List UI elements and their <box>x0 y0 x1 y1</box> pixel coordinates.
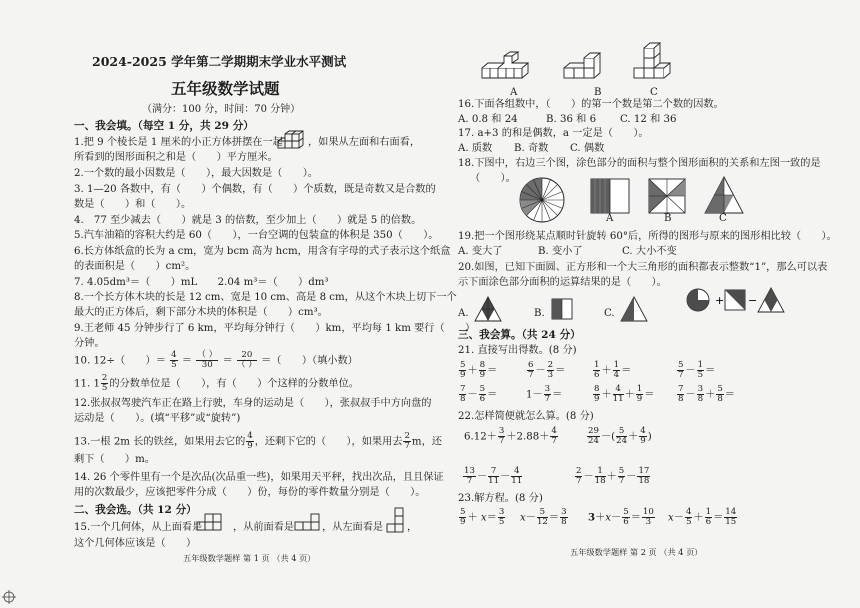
q15-text-left: ，从左面看是 <box>322 522 384 533</box>
q3-line2: 数是（ ）和（ ）。 <box>74 199 192 210</box>
q19-option-b: B. 变小了 <box>538 246 583 257</box>
q22-expr-3: $\frac{13}{7}$ － $\frac{7}{11}$ － $\frac{4}{11}$ <box>464 466 523 486</box>
q3-line1: 3. 1—20 各数中，有（ ）个偶数，有（ ）个质数，既是奇数又是合数的 <box>74 184 436 195</box>
q17-option-b: B. 奇数 <box>514 143 549 154</box>
q17-option-a: A. 质数 <box>458 143 493 154</box>
q8-line2: 最大的正方体后，剩下部分木块的体积是（ ）cm³。 <box>74 307 328 318</box>
option-a-3d-figure <box>478 54 550 84</box>
q5: 5.汽车油箱的容积大约是 60（ ），一台空调的包装盒的体积是 350（ ）。 <box>74 230 439 241</box>
q20-option-c: C. <box>604 308 615 319</box>
q9-line2: 分钟。 <box>74 338 105 349</box>
q15-text-top: 15.一个几何体，从上面看是 <box>74 522 203 533</box>
page-footer-1: 五年级数学题样 第 1 页 （共 4 页） <box>183 553 316 563</box>
q1-line1: 1.把 9 个棱长是 1 厘米的小正方体拼摆在一起 <box>74 137 283 148</box>
q20-line2: 示下面涂色部分面积的运算结果的是（ ）。 <box>458 277 667 288</box>
top-view-figure <box>196 511 222 533</box>
q18-label-c: C <box>719 213 727 224</box>
q22-expr-4: $\frac{2}{7}$ － $\frac{1}{18}$ ＋ $\frac{5}{7}$ － $\frac{17}{18}$ <box>576 466 650 486</box>
q19-option-a: A. 变大了 <box>458 246 503 257</box>
q11: 11. 1 $\frac{2}{5}$ 的分数单位是（ ），有（ ）个这样的分数单位。 <box>74 373 359 393</box>
section-2-heading: 二、我会选。（共 12 分） <box>74 504 197 516</box>
q18-pie-circle-figure <box>518 176 566 224</box>
q21-expr-2: $\frac{6}{7}$ － $\frac{2}{3}$ ＝ <box>528 360 566 380</box>
q17-option-c: C. 偶数 <box>570 143 605 154</box>
option-c-3d-figure <box>630 42 690 86</box>
q22-expr-1: 6.12＋ $\frac{3}{7}$ ＋2.88＋ $\frac{4}{7}$ <box>464 426 557 446</box>
q18-line2: （ ）。 <box>470 173 516 184</box>
q18-label-a: A <box>606 213 614 224</box>
q20-option-c-figure <box>620 296 648 322</box>
q15-text-front: ，从前面看是 <box>233 522 295 533</box>
q19: 19.把一个图形绕某点顺时针旋转 60°后，所得的图形与原来的图形相比较（ ）。 <box>458 231 837 242</box>
q12-line1: 12.张叔叔驾驶汽车正在路上行驶，车身的运动是（ ），张叔叔手中方向盘的 <box>74 398 432 409</box>
option-b-3d-figure <box>562 46 620 86</box>
q8-line1: 8.一个长方体木块的长是 12 cm、宽是 10 cm、高是 8 cm，从这个木块上切下一个 <box>74 292 457 303</box>
crosshair-icon <box>2 590 16 604</box>
label-b: B <box>594 87 602 98</box>
q22: 22.怎样简便就怎么算。(8 分) <box>458 411 594 422</box>
q18-label-b: B <box>664 213 672 224</box>
q15-line2: 这个几何体应该是（ ） <box>74 538 197 549</box>
q18-option-b-figure <box>648 178 686 214</box>
q22-expr-2: $\frac{29}{24}$ －( $\frac{5}{24}$ ＋ $\frac{4}{9}$ ) <box>588 426 652 446</box>
section-3-heading: 三、我会算。（共 24 分） <box>458 329 581 341</box>
q23-eq-2: x－ $\frac{5}{12}$ ＝ $\frac{3}{8}$ <box>520 507 567 527</box>
q6-line2: 的表面积是（ ）cm²。 <box>74 261 196 272</box>
front-view-figure <box>294 511 320 533</box>
q1-line2: 所看到的图形面积之和是（ ）平方厘米。 <box>74 152 278 163</box>
q23-eq-4: x－ $\frac{4}{5}$ ＋ $\frac{1}{6}$ ＝ $\frac{14}{15}$ <box>668 507 737 527</box>
page-footer-2: 五年级数学题样 第 2 页 （共 4 页） <box>570 547 703 557</box>
q13-line1: 13.一根 2m 长的铁丝，如果用去它的 $\frac{4}{9}$ ，还剩下它的（ ），如果用去 $\frac{2}{7}$ m，还 <box>74 431 442 451</box>
q21: 21. 直接写出得数。(8 分) <box>458 345 577 356</box>
q12-line2: 运动是（ ）。(填“平移”或“旋转”) <box>74 413 241 424</box>
q20-option-b-figure <box>551 298 573 320</box>
q19-option-c: C. 大小不变 <box>622 246 677 257</box>
q1-line1-end: ，如果从左面和右面看， <box>308 137 421 148</box>
q23: 23.解方程。(8 分) <box>458 493 543 504</box>
q15-text-end: ， <box>407 522 418 533</box>
q21-expr-8: $\frac{7}{8}$ － $\frac{3}{8}$ ＋ $\frac{5}{8}$ ＝ <box>678 384 735 404</box>
q17: 17. a+3 的和是偶数，a 一定是（ ）。 <box>458 128 649 139</box>
q2: 2.一个数的最小因数是（ ），最大因数是（ ）。 <box>74 168 319 179</box>
page-title: 五年级数学试题 <box>171 79 280 98</box>
q16-option-a: A. 0.8 和 24 <box>458 114 518 125</box>
q7: 7. 4.05dm³＝（ ）mL 2.04 m³＝（ ）dm³ <box>74 277 329 288</box>
q21-expr-5: $\frac{7}{8}$ － $\frac{5}{6}$ ＝ <box>460 384 498 404</box>
q14-line2: 用的次数最少，应该把零件分成（ ）份，每份的零件数量分别是（ ）。 <box>74 487 426 498</box>
svg-text:−: − <box>748 294 758 307</box>
cube-stack-figure <box>276 129 306 155</box>
label-c: C <box>650 87 658 98</box>
q13-line2: 剩下（ ）m。 <box>74 454 155 465</box>
q20-option-b: B. <box>534 308 545 319</box>
section-1-heading: 一、我会填。（每空 1 分，共 29 分） <box>74 120 254 132</box>
q16-option-c: C. 12 和 36 <box>620 114 677 125</box>
left-view-figure <box>386 506 406 534</box>
q23-eq-1: $\frac{5}{9}$ ＋ x＝ $\frac{3}{5}$ <box>460 507 505 527</box>
q6-line1: 6.长方体纸盒的长为 a cm，宽为 bcm 高为 hcm，用含有字母的式子表示这个纸盒 <box>74 246 451 257</box>
score-line: （满分：100 分，时间：70 分钟） <box>142 104 301 115</box>
exam-title: 2024-2025 学年第二学期期末学业水平测试 <box>92 54 347 69</box>
q21-expr-7: $\frac{8}{9}$ ＋ $\frac{4}{11}$ ＋ $\frac{1}{9}$ ＝ <box>594 384 655 404</box>
q18-option-a-figure <box>590 178 630 214</box>
q20-option-a-figure <box>474 296 502 322</box>
q10: 10. 12÷（ ）＝ $\frac{4}{5}$ ＝ $\frac{( )}{30}$ ＝ $\frac{20}{( )}$ ＝（ ）（填小数） <box>74 350 358 370</box>
q21-expr-3: $\frac{1}{6}$ ＋ $\frac{1}{4}$ ＝ <box>594 360 632 380</box>
q23-eq-3: 3＋x－ $\frac{5}{6}$ ＝ $\frac{10}{3}$ <box>588 507 654 527</box>
q14-line1: 14. 26 个零件里有一个是次品(次品重一些)，如果用天平秤，找出次品，且且保证 <box>74 472 444 483</box>
q18-option-c-figure <box>704 176 744 214</box>
q20-option-a: A. <box>458 308 469 319</box>
q20-line1: 20.如图，已知下面圆、正方形和一个大三角形的面积都表示整数“1”，那么可以表 <box>458 262 828 273</box>
q21-expr-1: $\frac{5}{9}$ ＋ $\frac{8}{9}$ ＝ <box>460 360 498 380</box>
q16: 16.下面各组数中，（ ）的第一个数是第二个数的因数。 <box>458 99 724 110</box>
q9-line1: 9.王老师 45 分钟步行了 6 km，平均每分钟行（ ）km，平均每 1 km 要行（ ） <box>74 323 476 334</box>
label-a: A <box>510 87 518 98</box>
q16-option-b: B. 36 和 6 <box>546 114 597 125</box>
q18-line1: 18.下图中，右边三个图，涂色部分的面积与整个图形面积的关系和左图一致的是 <box>458 158 821 169</box>
svg-text:+: + <box>715 294 725 307</box>
q21-expr-6: 1－ $\frac{3}{7}$ ＝ <box>526 384 563 404</box>
q20-reference-figure <box>686 286 786 314</box>
q4: 4. 77 至少减去（ ）就是 3 的倍数，至少加上（ ）就是 5 的倍数。 <box>74 215 422 226</box>
q21-expr-4: $\frac{5}{7}$ － $\frac{1}{5}$ ＝ <box>678 360 716 380</box>
